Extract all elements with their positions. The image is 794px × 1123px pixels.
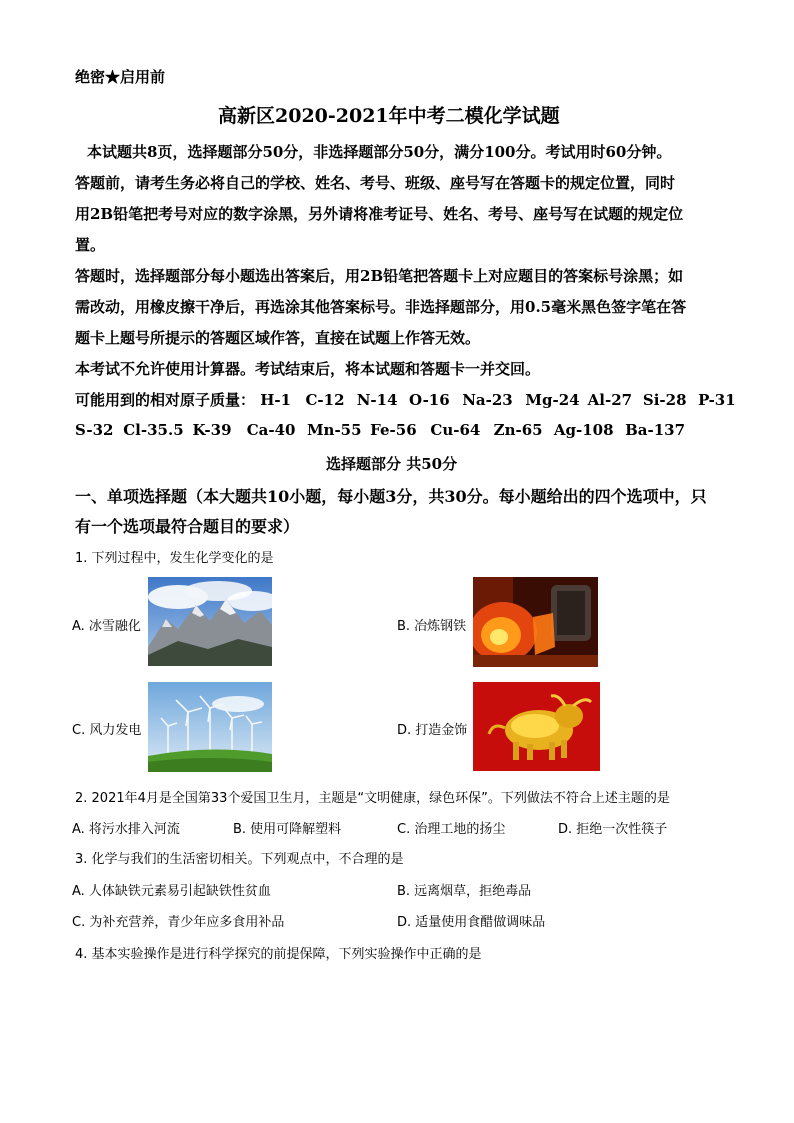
atomic-mass-item: S-32 (75, 421, 114, 439)
question-1-stem: 1. 下列过程中，发生化学变化的是 (75, 551, 274, 566)
instruction-line: 答题时，选择题部分每小题选出答案后，用2B铅笔把答题卡上对应题目的答案标号涂黑；如 (75, 267, 684, 285)
instruction-line: 题卡上题号所提示的答题区域作答，直接在试题上作答无效。 (75, 329, 481, 347)
question-1-option-a[interactable]: A. 冰雪融化 (72, 619, 141, 634)
atomic-mass-row-2 (75, 421, 685, 439)
atomic-mass-item: N-14 (356, 391, 398, 409)
atomic-mass-item: Ag-108 (553, 421, 614, 439)
atomic-mass-item: Fe-56 (370, 421, 417, 439)
atomic-mass-item: Ca-40 (246, 421, 296, 439)
question-1-option-d[interactable]: D. 打造金饰 (397, 723, 468, 738)
question-1-option-b[interactable]: B. 冶炼钢铁 (397, 619, 467, 634)
atomic-mass-item: K-39 (192, 421, 232, 439)
atomic-mass-item: Cu-64 (430, 421, 481, 439)
question-2-option-c[interactable]: C. 治理工地的扬尘 (397, 822, 506, 837)
atomic-mass-item: O-16 (408, 391, 450, 409)
question-4-stem: 4. 基本实验操作是进行科学探究的前提保障，下列实验操作中正确的是 (75, 947, 482, 962)
steel-smelting-image (473, 577, 598, 667)
confidential-label: 绝密★启用前 (75, 68, 166, 86)
question-3-option-c[interactable]: C. 为补充营养，青少年应多食用补品 (72, 915, 285, 930)
atomic-mass-item: Zn-65 (493, 421, 543, 439)
atomic-mass-item: Ba-137 (625, 421, 686, 439)
atomic-mass-item: Na-23 (462, 391, 513, 409)
wind-turbines-image (148, 682, 272, 772)
instruction-line: 本试题共8页，选择题部分50分，非选择题部分50分，满分100分。考试用时60分钟。 (87, 143, 672, 161)
instruction-line: 本考试不允许使用计算器。考试结束后，将本试题和答题卡一并交回。 (75, 360, 541, 378)
atomic-mass-row-1 (75, 389, 736, 410)
instruction-line: 用2B铅笔把考号对应的数字涂黑，另外请将准考证号、姓名、考号、座号写在试题的规定位 (75, 205, 684, 223)
section-title: 选择题部分 共50分 (326, 455, 458, 473)
part-heading-line: 有一个选项最符合题目的要求） (75, 517, 300, 536)
atomic-mass-item: Si-28 (642, 391, 687, 409)
question-2-option-d[interactable]: D. 拒绝一次性筷子 (558, 822, 668, 837)
snow-mountain-image (148, 577, 272, 666)
question-3-option-b[interactable]: B. 远离烟草，拒绝毒品 (397, 884, 532, 899)
question-3-option-d[interactable]: D. 适量使用食醋做调味品 (397, 915, 546, 930)
page-title: 高新区2020-2021年中考二模化学试题 (218, 105, 560, 127)
atomic-mass-item: H-1 (260, 391, 292, 409)
part-heading-line: 一、单项选择题（本大题共10小题，每小题3分，共30分。每小题给出的四个选项中，只 (75, 487, 707, 506)
instruction-line: 置。 (75, 236, 106, 254)
atomic-mass-item: Mg-24 (525, 391, 580, 409)
atomic-mass-label: 可能用到的相对原子质量： (75, 391, 256, 409)
atomic-mass-item: Mn-55 (306, 421, 362, 439)
instruction-line: 需改动，用橡皮擦干净后，再选涂其他答案标号。非选择题部分，用0.5毫米黑色签字笔在答 (75, 298, 687, 316)
question-2-stem: 2. 2021年4月是全国第33个爱国卫生月，主题是“文明健康，绿色环保”。下列做法不符合上述主题的是 (75, 791, 670, 806)
question-3-stem: 3. 化学与我们的生活密切相关。下列观点中，不合理的是 (75, 852, 404, 867)
question-2-option-a[interactable]: A. 将污水排入河流 (72, 822, 180, 837)
question-1-option-c[interactable]: C. 风力发电 (72, 723, 142, 738)
atomic-mass-item: P-31 (698, 391, 736, 409)
question-3-option-a[interactable]: A. 人体缺铁元素易引起缺铁性贫血 (72, 884, 271, 899)
atomic-mass-item: Cl-35.5 (123, 421, 184, 439)
question-2-option-b[interactable]: B. 使用可降解塑料 (233, 822, 342, 837)
gold-ornament-image (473, 682, 600, 771)
atomic-mass-item: Al-27 (587, 391, 633, 409)
atomic-mass-item: C-12 (305, 391, 345, 409)
instruction-line: 答题前，请考生务必将自己的学校、姓名、考号、班级、座号写在答题卡的规定位置，同时 (75, 174, 676, 192)
